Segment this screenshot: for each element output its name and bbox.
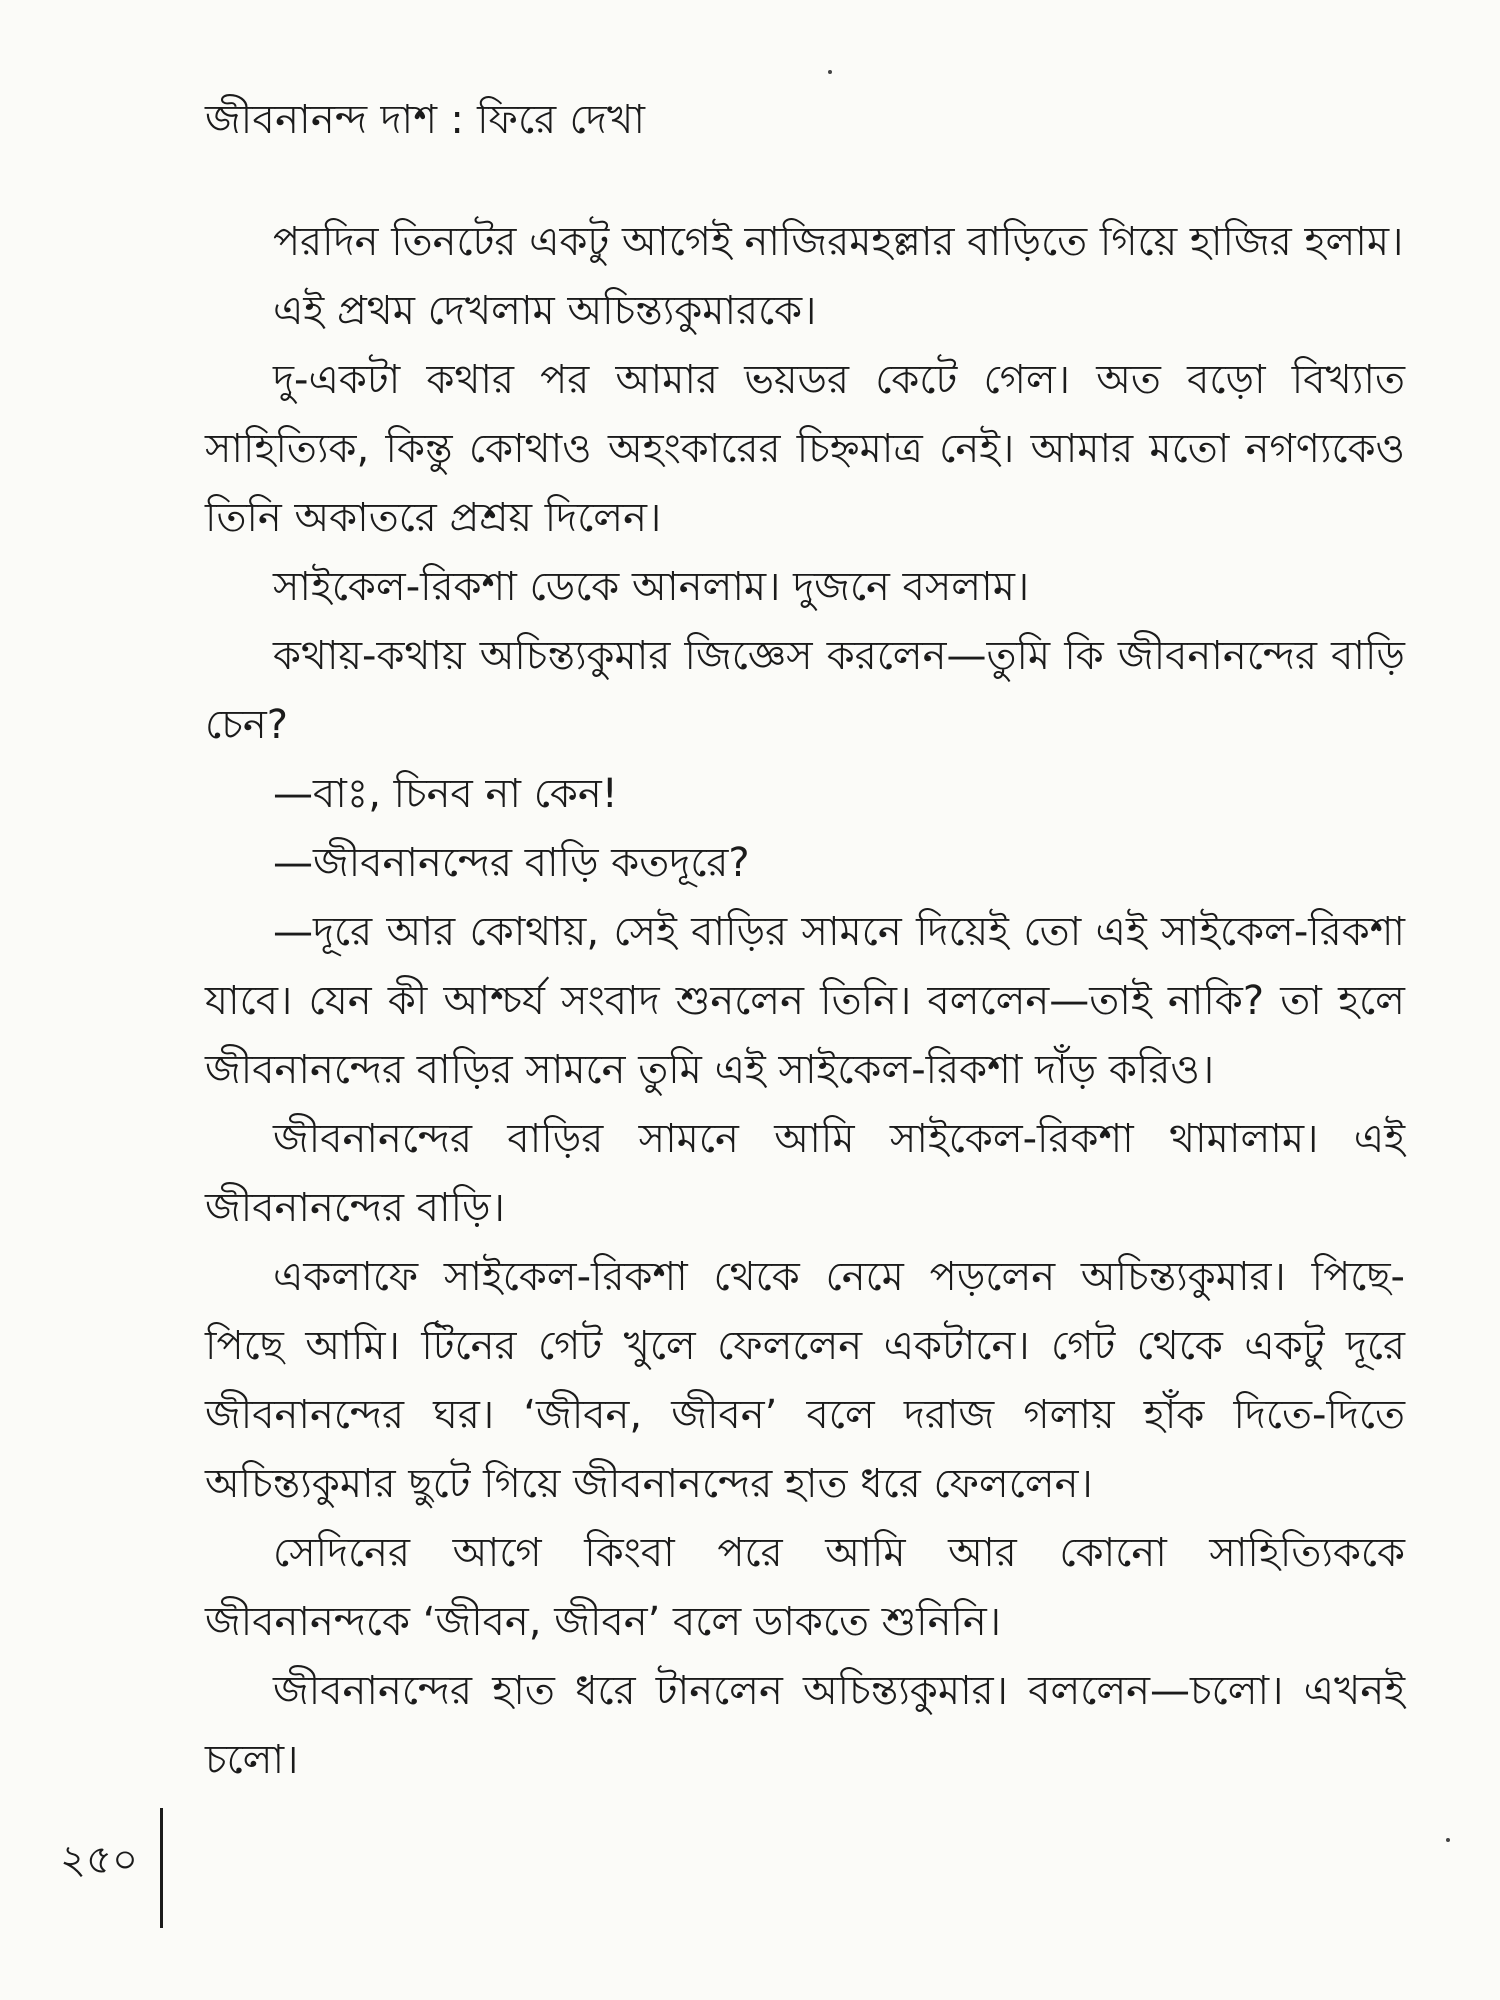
paragraph: দু-একটা কথার পর আমার ভয়ডর কেটে গেল। অত বড়ো বিখ্যাত সাহিত্যিক, কিন্তু কোথাও অহংকারের চিহ্নমাত্র নেই। আমার মতো নগণ্যকেও তিনি অকাতরে প্রশ্রয় দিলেন। <box>205 357 1405 541</box>
paragraph: জীবনানন্দের বাড়ির সামনে আমি সাইকেল-রিকশা থামালাম। এই জীবনানন্দের বাড়ি। <box>205 1116 1405 1231</box>
running-header: জীবনানন্দ দাশ : ফিরে দেখা <box>205 97 646 143</box>
paragraph: এই প্রথম দেখলাম অচিন্ত্যকুমারকে। <box>273 288 817 334</box>
body-text <box>205 208 1405 1795</box>
dialogue-line: —জীবনানন্দের বাড়ি কতদূরে? <box>273 840 750 886</box>
scan-speck <box>828 70 832 74</box>
page-number-rule <box>160 1808 163 1928</box>
paragraph: একলাফে সাইকেল-রিকশা থেকে নেমে পড়লেন অচিন্ত্যকুমার। পিছে-পিছে আমি। টিনের গেট খুলে ফেললেন একটানে। গেট থেকে একটু দূরে জীবনানন্দের ঘর। ‘জীবন, জীবন’ বলে দরাজ গলায় হাঁক দিতে-দিতে অচিন্ত্যকুমার ছুটে গিয়ে জীবনানন্দের হাত ধরে ফেললেন। <box>205 1254 1405 1507</box>
paragraph: সেদিনের আগে কিংবা পরে আমি আর কোনো সাহিত্যিককে জীবনানন্দকে ‘জীবন, জীবন’ বলে ডাকতে শুনিনি। <box>205 1530 1405 1645</box>
paragraph: কথায়-কথায় অচিন্ত্যকুমার জিজ্ঞেস করলেন—তুমি কি জীবনানন্দের বাড়ি চেন? <box>205 633 1405 748</box>
scan-speck <box>1446 1838 1450 1842</box>
paragraph: পরদিন তিনটের একটু আগেই নাজিরমহল্লার বাড়িতে গিয়ে হাজির হলাম। <box>273 219 1404 265</box>
paragraph: জীবনানন্দের হাত ধরে টানলেন অচিন্ত্যকুমার। বললেন—চলো। এখনই চলো। <box>205 1668 1405 1783</box>
page-number: ২৫০ <box>60 1837 138 1883</box>
dialogue-line: —বাঃ, চিনব না কেন! <box>273 771 618 817</box>
paragraph: সাইকেল-রিকশা ডেকে আনলাম। দুজনে বসলাম। <box>273 564 1030 610</box>
dialogue-line: —দূরে আর কোথায়, সেই বাড়ির সামনে দিয়েই তো এই সাইকেল-রিকশা যাবে। যেন কী আশ্চর্য সংবাদ শুনলেন তিনি। বললেন—তাই নাকি? তা হলে জীবনানন্দের বাড়ির সামনে তুমি এই সাইকেল-রিকশা দাঁড় করিও। <box>205 909 1405 1093</box>
